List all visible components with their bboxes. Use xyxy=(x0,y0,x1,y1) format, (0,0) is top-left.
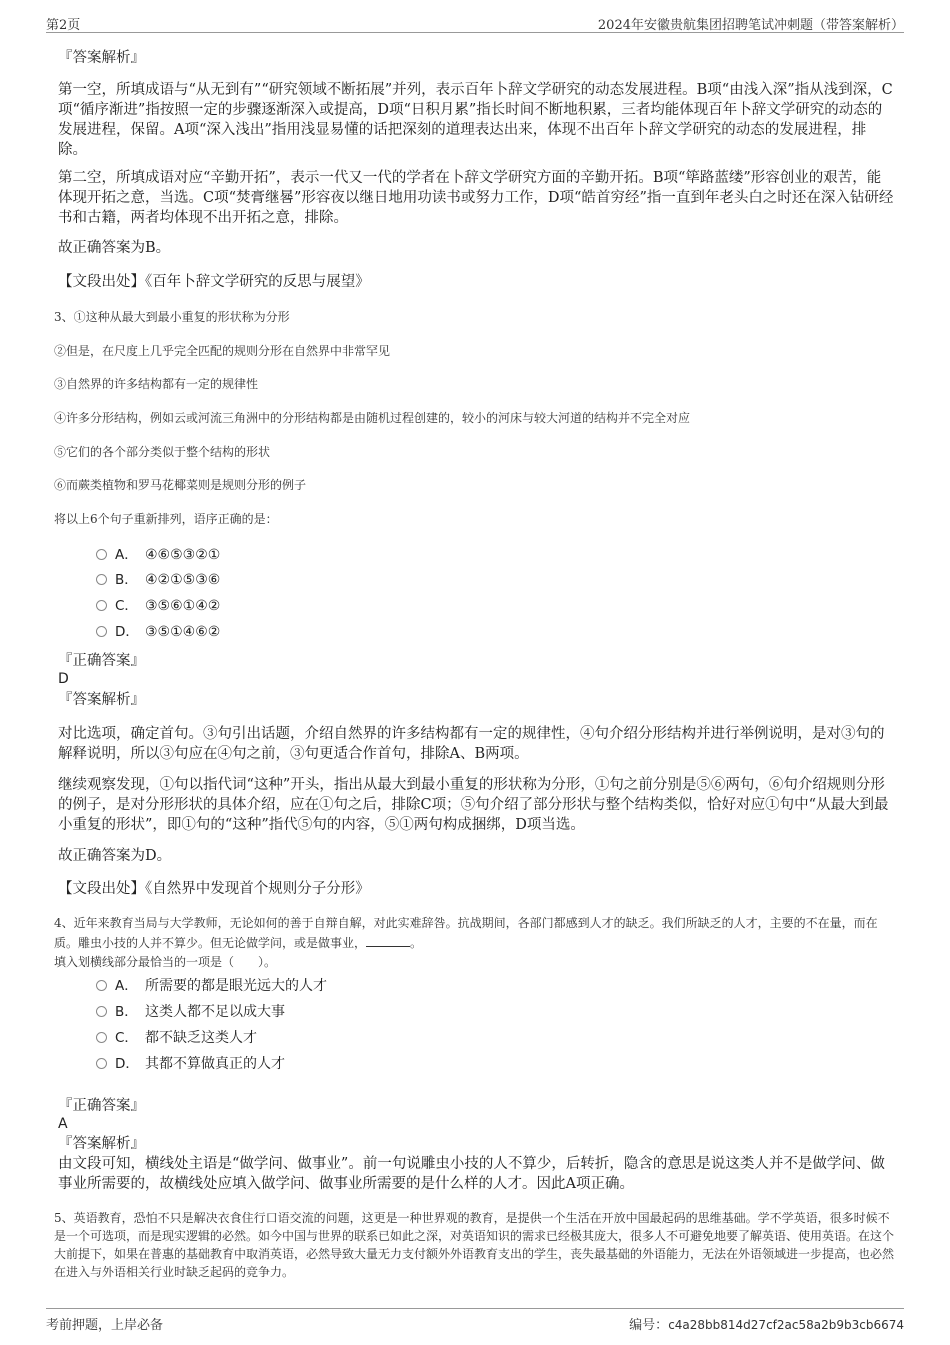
q3-prompt: 将以上6个句子重新排列，语序正确的是： xyxy=(54,512,278,526)
q3-option-b[interactable] xyxy=(96,570,220,590)
option-key: B． xyxy=(115,1004,138,1020)
page-footer xyxy=(46,1308,904,1331)
q3-sentence-6: ⑥而蕨类植物和罗马花椰菜则是规则分形的例子 xyxy=(54,478,307,492)
q2-conclusion: 故正确答案为B。 xyxy=(58,240,171,256)
radio-icon[interactable] xyxy=(96,1006,107,1017)
q3-option-c[interactable] xyxy=(96,596,220,616)
q4-option-d[interactable] xyxy=(96,1054,285,1074)
q4-option-a[interactable] xyxy=(96,976,327,996)
option-key: B． xyxy=(115,572,138,588)
q3-sentence-5: ⑤它们的各个部分类似于整个结构的形状 xyxy=(54,445,271,459)
q4-analysis: 由文段可知，横线处主语是“做学问、做事业”。前一句说雕虫小技的人不算少，后转折，隐含的意思是说这类人并不是做学问、做事业所需要的，故横线处应填入做学问、做事业所需要的是什么样的人才。因此A项正确。 xyxy=(58,1156,885,1192)
option-text: 所需要的都是眼光远大的人才 xyxy=(145,978,327,994)
q2-analysis-label: 『答案解析』 xyxy=(58,50,145,66)
option-text: 都不缺乏这类人才 xyxy=(145,1030,257,1046)
q3-analysis-para1: 对比选项，确定首句。③句引出话题，介绍自然界的许多结构都有一定的规律性，④句介绍分形结构并进行举例说明，是对③句的解释说明，所以③句应在④句之前，③句更适合作首句，排除A、B两项。 xyxy=(58,726,885,762)
option-text: ④⑥⑤③②① xyxy=(145,547,221,563)
q3-option-a[interactable] xyxy=(96,545,220,565)
q5-stem: 5、英语教育，恐怕不只是解决衣食住行口语交流的问题，这更是一种世界观的教育，是提供一个生活在开放中国最起码的思维基础。学不学英语，很多时候不是一个可选项，而是现实逻辑的必然。如今中国与世界的联系已如此之深，对英语知识的需求已经极其庞大，很多人不可避免地要了解英语、使用英语。在这个大前提下，如果在普惠的基础教育中取消英语，必然导致大量无力支付额外外语教育支出的学生，丧失最基础的外语能力，无法在外语领域进一步提高，也必然在进入与外语相关行业时缺乏起码的竞争力。 xyxy=(54,1211,895,1279)
page-number: 第2页 xyxy=(46,18,81,33)
radio-icon[interactable] xyxy=(96,600,107,611)
q3-analysis-label: 『答案解析』 xyxy=(58,692,145,708)
q4-stem xyxy=(54,914,896,952)
option-key: A． xyxy=(115,978,138,994)
q4-stem-text: 4、近年来教育当局与大学教师，无论如何的善于自辩自解，对此实难辞咎。抗战期间，各部门都感到人才的缺乏。我们所缺乏的人才，主要的不在量，而在质。雕虫小技的人并不算少。但无论做学问，或是做事业， xyxy=(54,916,878,950)
q2-analysis-para2: 第二空，所填成语对应“辛勤开拓”，表示一代又一代的学者在卜辞文学研究方面的辛勤开拓。B项“筚路蓝缕”形容创业的艰苦，能体现开拓之意，当选。C项“焚膏继晷”形容夜以继日地用功读书或努力工作，D项“皓首穷经”指一直到年老头白之时还在深入钻研经书和古籍，两者均体现不出开拓之意，排除。 xyxy=(58,170,894,226)
q3-analysis-para2: 继续观察发现，①句以指代词“这种”开头，指出从最大到最小重复的形状称为分形，①句之前分别是⑤⑥两句，⑥句介绍规则分形的例子，是对分形形状的具体介绍，应在①句之后，排除C项；⑤句介绍了部分形状与整个结构类似，恰好对应①句中“从最大到最小重复的形状”，即①句的“这种”指代⑤句的内容，⑤①两句构成捆绑，D项当选。 xyxy=(58,777,889,833)
option-text: 其都不算做真正的人才 xyxy=(145,1056,285,1072)
code-label: 编号： xyxy=(629,1318,669,1333)
q2-analysis-para1: 第一空，所填成语与“从无到有”“研究领域不断拓展”并列，表示百年卜辞文学研究的动态发展进程。B项“由浅入深”指从浅到深，C项“循序渐进”指按照一定的步骤逐渐深入或提高，D项“日积月累”指长时间不断地积累，三者均能体现百年卜辞文学研究的动态的发展进程，保留。A项“深入浅出”指用浅显易懂的话把深刻的道理表达出来，体现不出百年卜辞文学研究的动态的发展进程，排除。 xyxy=(58,82,893,158)
option-text: ③⑤①④⑥② xyxy=(145,624,221,640)
option-text: ④②①⑤③⑥ xyxy=(145,572,221,588)
radio-icon[interactable] xyxy=(96,574,107,585)
q3-answer-label: 『正确答案』 xyxy=(58,653,145,669)
document-code xyxy=(629,1314,904,1333)
q4-stem-end: 。 xyxy=(410,936,423,950)
option-key: D． xyxy=(115,624,139,640)
footer-slogan: 考前押题，上岸必备 xyxy=(46,1318,164,1333)
radio-icon[interactable] xyxy=(96,1058,107,1069)
q3-sentence-1: 3、①这种从最大到最小重复的形状称为分形 xyxy=(54,310,290,324)
q3-sentence-2: ②但是，在尺度上几乎完全匹配的规则分形在自然界中非常罕见 xyxy=(54,344,391,358)
radio-icon[interactable] xyxy=(96,549,107,560)
q4-option-b[interactable] xyxy=(96,1002,285,1022)
q4-option-c[interactable] xyxy=(96,1028,257,1048)
q4-answer: A xyxy=(58,1116,68,1132)
q4-analysis-label: 『答案解析』 xyxy=(58,1136,145,1152)
option-key: C． xyxy=(115,1030,138,1046)
q3-source: 【文段出处】《自然界中发现首个规则分子分形》 xyxy=(58,881,370,897)
option-text: ③⑤⑥①④② xyxy=(145,598,221,614)
q3-answer: D xyxy=(58,671,69,687)
page-header xyxy=(46,12,904,33)
option-key: A． xyxy=(115,547,138,563)
q3-conclusion: 故正确答案为D。 xyxy=(58,848,172,864)
q4-prompt: 填入划横线部分最恰当的一项是（ ）。 xyxy=(54,955,277,969)
q4-answer-label: 『正确答案』 xyxy=(58,1098,145,1114)
code-value: c4a28bb814d27cf2ac58a2b9b3cb6674 xyxy=(668,1318,904,1332)
q2-source: 【文段出处】《百年卜辞文学研究的反思与展望》 xyxy=(58,274,370,290)
option-key: C． xyxy=(115,598,138,614)
option-key: D． xyxy=(115,1056,139,1072)
q3-option-d[interactable] xyxy=(96,622,220,642)
option-text: 这类人都不足以成大事 xyxy=(145,1004,285,1020)
q3-sentence-4: ④许多分形结构，例如云或河流三角洲中的分形结构都是由随机过程创建的，较小的河床与较大河道的结构并不完全对应 xyxy=(54,411,691,425)
answer-blank xyxy=(366,932,410,947)
radio-icon[interactable] xyxy=(96,980,107,991)
q3-sentence-3: ③自然界的许多结构都有一定的规律性 xyxy=(54,377,259,391)
document-title: 2024年安徽贵航集团招聘笔试冲刺题（带答案解析） xyxy=(597,18,904,33)
radio-icon[interactable] xyxy=(96,1032,107,1043)
radio-icon[interactable] xyxy=(96,626,107,637)
